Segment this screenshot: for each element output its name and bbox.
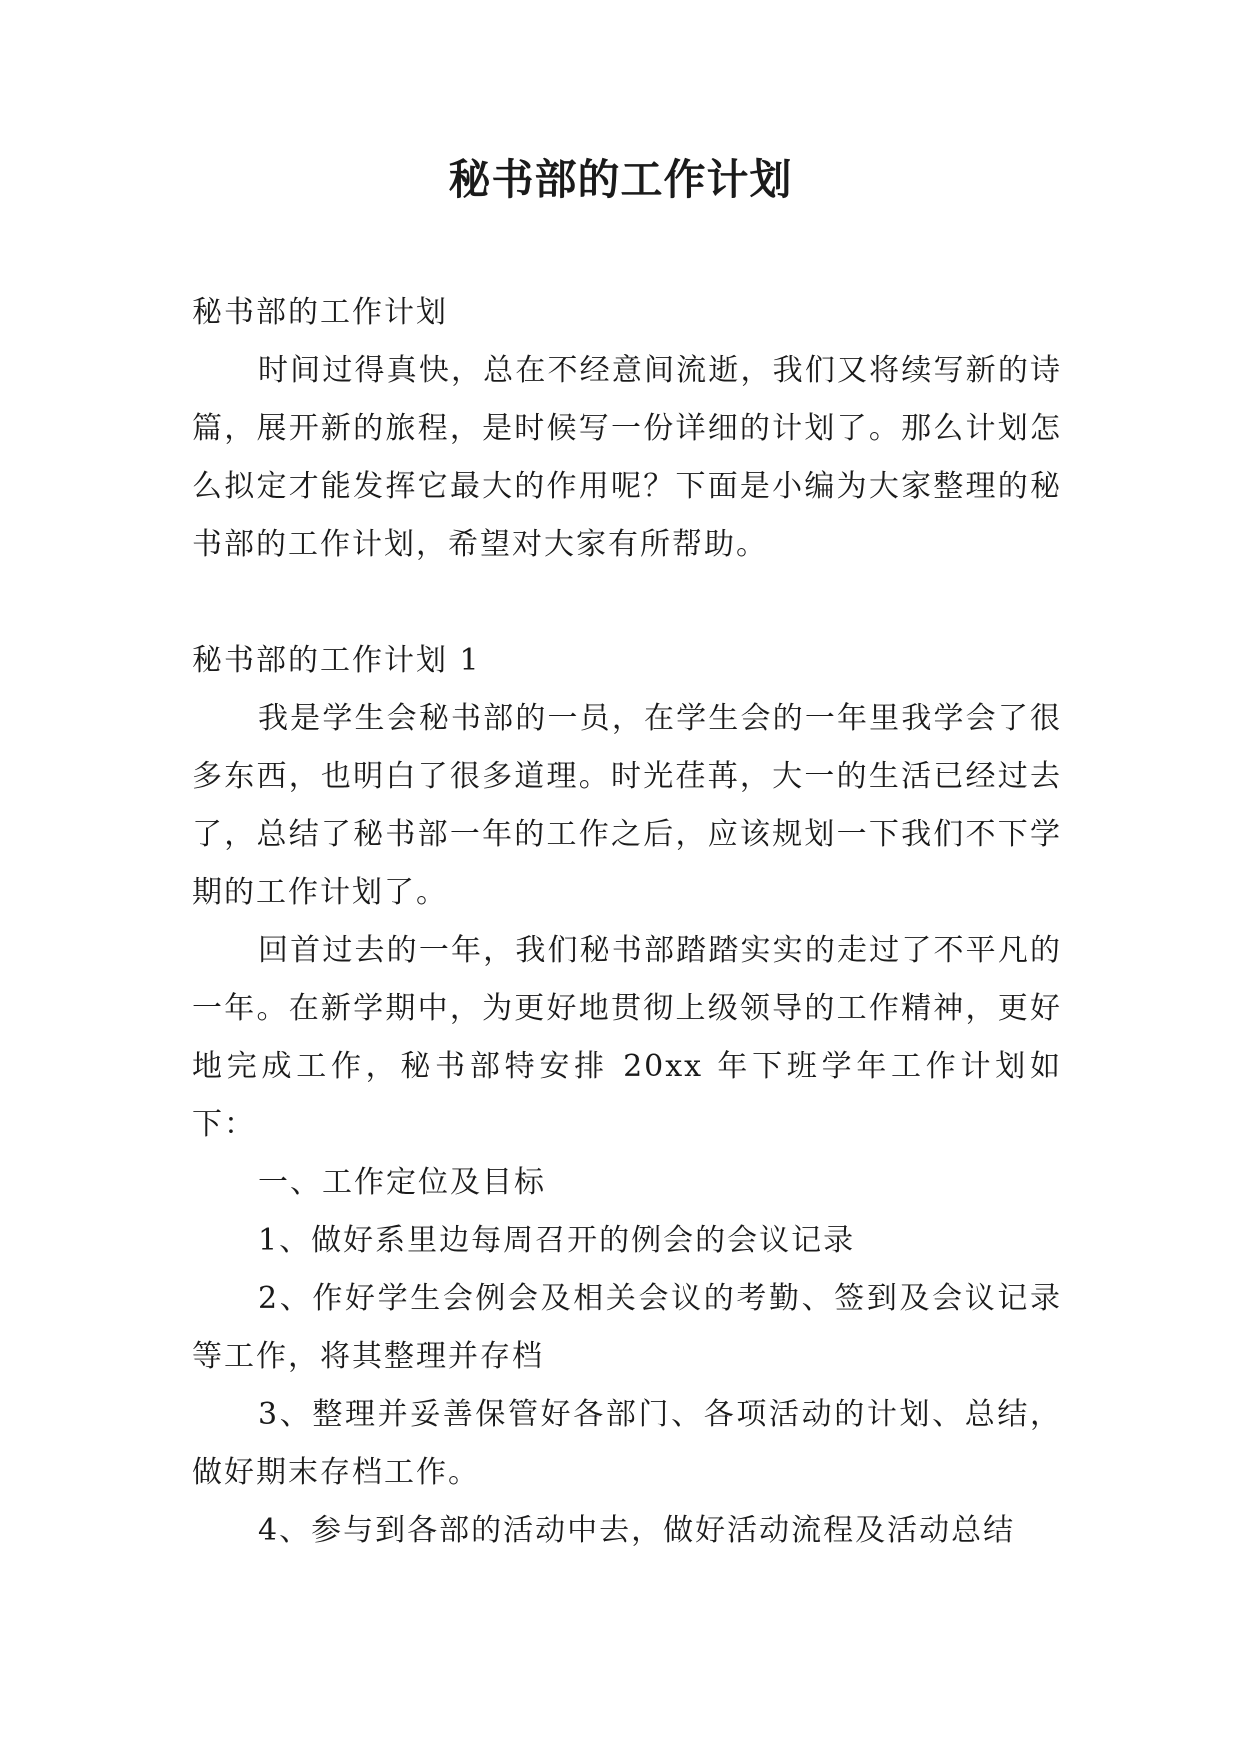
list-item: 4、参与到各部的活动中去，做好活动流程及活动总结 bbox=[258, 1513, 1016, 1548]
list-item: 3、整理并妥善保管好各部门、各项活动的计划、总结，做好期末存档工作。 bbox=[192, 1397, 1062, 1490]
list-item: 1、做好系里边每周召开的例会的会议记录 bbox=[258, 1223, 856, 1258]
body-paragraph: 回首过去的一年，我们秘书部踏踏实实的走过了不平凡的一年。在新学期中，为更好地贯彻上级领导的工作精神，更好地完成工作，秘书部特安排 20xx 年下班学年工作计划如下： bbox=[192, 933, 1062, 1142]
subsection-heading: 一、工作定位及目标 bbox=[258, 1165, 546, 1200]
section-heading: 秘书部的工作计划 bbox=[192, 295, 448, 330]
section-heading-1: 秘书部的工作计划 1 bbox=[192, 643, 481, 678]
list-item: 2、作好学生会例会及相关会议的考勤、签到及会议记录等工作，将其整理并存档 bbox=[192, 1281, 1062, 1374]
document-body bbox=[192, 284, 1062, 1560]
paragraph-gap bbox=[192, 574, 1062, 632]
body-paragraph: 我是学生会秘书部的一员，在学生会的一年里我学会了很多东西，也明白了很多道理。时光荏苒，大一的生活已经过去了，总结了秘书部一年的工作之后，应该规划一下我们不下学期的工作计划了。 bbox=[192, 701, 1062, 910]
document-title: 秘书部的工作计划 bbox=[448, 155, 793, 204]
intro-paragraph: 时间过得真快，总在不经意间流逝，我们又将续写新的诗篇，展开新的旅程，是时候写一份详细的计划了。那么计划怎么拟定才能发挥它最大的作用呢？下面是小编为大家整理的秘书部的工作计划，希望对大家有所帮助。 bbox=[192, 353, 1062, 562]
